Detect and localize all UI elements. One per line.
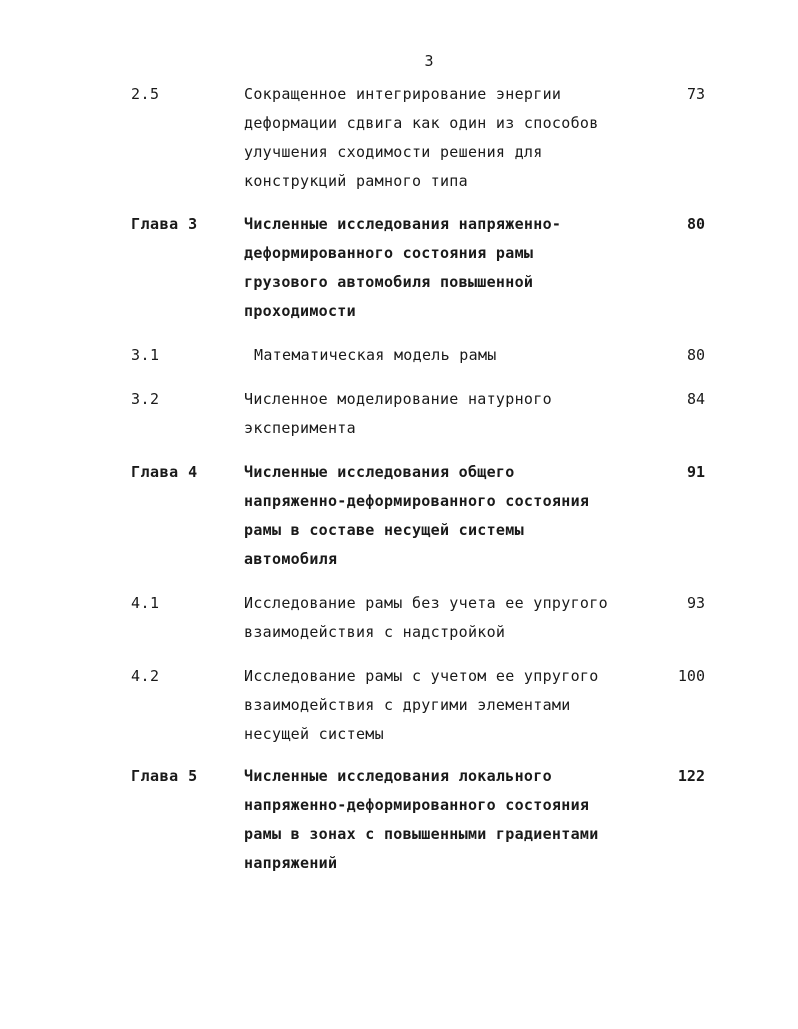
toc-title-line: Сокращенное интегрирование энергии	[244, 85, 562, 103]
toc-entry-page: 73	[686, 85, 705, 103]
toc-entry-number: Глава 4	[131, 463, 198, 481]
toc-entry-page: 100	[677, 667, 705, 685]
toc-title-line: напряженно-деформированного состояния	[244, 492, 590, 510]
toc-entry-page: 122	[677, 767, 705, 785]
toc-entry-number: 3.2	[131, 390, 160, 408]
toc-entry-title	[244, 589, 664, 647]
toc-title-line: грузового автомобиля повышенной	[244, 273, 534, 291]
toc-entry-title	[244, 385, 664, 443]
toc-entry-title	[244, 458, 664, 574]
toc-title-line: напряженно-деформированного состояния	[244, 796, 590, 814]
toc-entry-number: 2.5	[131, 85, 160, 103]
toc-title-line: эксперимента	[244, 419, 356, 437]
toc-title-line: автомобиля	[244, 550, 338, 568]
toc-entry-title	[244, 210, 664, 326]
toc-title-line: Численные исследования локального	[244, 767, 552, 785]
toc-entry-title	[244, 662, 664, 749]
toc-title-line: Численное моделирование натурного	[244, 390, 552, 408]
toc-entry-number: 3.1	[131, 346, 160, 364]
page-number: 3	[424, 52, 434, 70]
toc-entry-title	[244, 80, 664, 196]
toc-entry-page: 84	[686, 390, 705, 408]
toc-title-line: деформированного состояния рамы	[244, 244, 534, 262]
toc-entry-page: 93	[686, 594, 705, 612]
toc-title-line: Исследование рамы с учетом ее упругого	[244, 667, 599, 685]
toc-entry-title	[244, 762, 664, 878]
toc-title-line: взаимодействия с надстройкой	[244, 623, 506, 641]
toc-entry-number: Глава 3	[131, 215, 198, 233]
toc-title-line: несущей системы	[244, 725, 384, 743]
toc-entry-number: 4.1	[131, 594, 160, 612]
toc-title-line: рамы в составе несущей системы	[244, 521, 524, 539]
toc-entry-number: 4.2	[131, 667, 160, 685]
toc-entry-title	[244, 341, 664, 370]
toc-entry-page: 80	[686, 215, 705, 233]
toc-entry-page: 80	[686, 346, 705, 364]
toc-title-line: улучшения сходимости решения для	[244, 143, 543, 161]
toc-entry-number: Глава 5	[131, 767, 198, 785]
toc-title-line: деформации сдвига как один из способов	[244, 114, 599, 132]
toc-title-line: проходимости	[244, 302, 356, 320]
toc-title-line: напряжений	[244, 854, 338, 872]
toc-title-line: конструкций рамного типа	[244, 172, 468, 190]
toc-entry-page: 91	[686, 463, 705, 481]
toc-title-line: рамы в зонах с повышенными градиентами	[244, 825, 599, 843]
toc-title-line: Численные исследования напряженно-	[244, 215, 562, 233]
toc-title-line: Численные исследования общего	[244, 463, 515, 481]
toc-title-line: Математическая модель рамы	[254, 346, 497, 364]
toc-title-line: Исследование рамы без учета ее упругого	[244, 594, 608, 612]
toc-title-line: взаимодействия с другими элементами	[244, 696, 571, 714]
